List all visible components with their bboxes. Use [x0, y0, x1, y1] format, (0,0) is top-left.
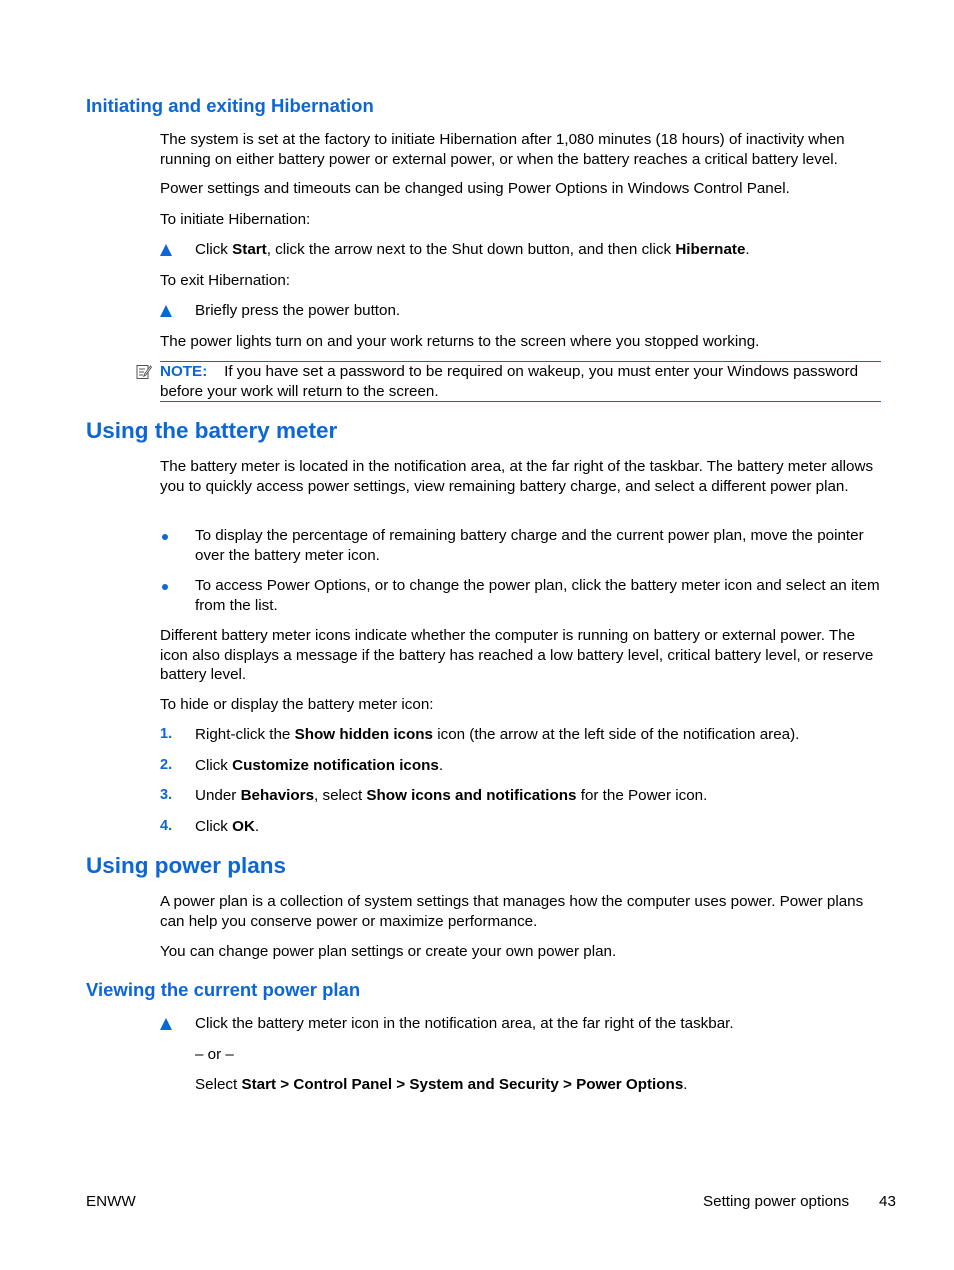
section-heading-power-plans: Using power plans — [86, 853, 287, 878]
paragraph: A power plan is a collection of system settings that manages how the computer uses power. Power plans can help you conserve power or maximize performance. — [160, 893, 864, 930]
step-number: 4. — [160, 818, 173, 834]
paragraph: To initiate Hibernation: — [160, 211, 311, 228]
section-heading-hibernation: Initiating and exiting Hibernation — [86, 95, 374, 116]
paragraph: To hide or display the battery meter icon: — [160, 696, 434, 713]
step-alternative: Select Start > Control Panel > System and Security > Power Options. — [195, 1076, 688, 1093]
step-number: 2. — [160, 757, 173, 773]
step-item — [160, 1014, 884, 1034]
section-heading-current-power-plan: Viewing the current power plan — [86, 979, 361, 1000]
triangle-bullet-icon — [160, 301, 190, 323]
bullet-text: To access Power Options, or to change the power plan, click the battery meter icon and select an item from the list. — [195, 577, 880, 614]
page-number: 43 — [879, 1193, 896, 1210]
numbered-step — [160, 817, 884, 837]
triangle-bullet-icon — [160, 240, 190, 262]
note-pencil-icon — [136, 364, 152, 380]
footer-left: ENWW — [86, 1193, 136, 1210]
step-text: Right-click the Show hidden icons icon (the arrow at the left side of the notification area). — [195, 726, 800, 743]
paragraph: Different battery meter icons indicate whether the computer is running on battery or external power. The icon also displays a message if the battery has reached a low battery level, critical battery level, or reserve battery level. — [160, 627, 874, 683]
paragraph: The system is set at the factory to initiate Hibernation after 1,080 minutes (18 hours) of inactivity when running on either battery power or external power, or when the battery reaches a critical battery level. — [160, 131, 845, 168]
step-number: 3. — [160, 787, 173, 803]
triangle-bullet-icon — [160, 1014, 190, 1036]
bullet-dot-icon — [160, 526, 190, 546]
step-item — [160, 240, 884, 260]
step-item — [160, 301, 884, 321]
paragraph: The battery meter is located in the notification area, at the far right of the taskbar. The battery meter allows you to quickly access power settings, view remaining battery charge, and select a different power plan. — [160, 458, 874, 495]
paragraph: To exit Hibernation: — [160, 272, 291, 289]
step-text: Click OK. — [195, 818, 260, 835]
paragraph: Power settings and timeouts can be changed using Power Options in Windows Control Panel. — [160, 180, 790, 197]
step-text: Click the battery meter icon in the notification area, at the far right of the taskbar. — [195, 1015, 734, 1032]
or-separator: – or – — [195, 1046, 234, 1063]
step-number: 1. — [160, 726, 173, 742]
step-text: Click Start, click the arrow next to the Shut down button, and then click Hibernate. — [195, 241, 750, 258]
note-text — [160, 362, 884, 401]
paragraph: You can change power plan settings or create your own power plan. — [160, 943, 617, 960]
note-label: NOTE: — [160, 363, 208, 380]
paragraph: The power lights turn on and your work returns to the screen where you stopped working. — [160, 333, 760, 350]
numbered-step — [160, 756, 884, 776]
numbered-step — [160, 725, 884, 745]
bullet-item — [160, 576, 884, 615]
bullet-dot-icon — [160, 576, 190, 596]
bullet-text: To display the percentage of remaining battery charge and the current power plan, move the pointer over the battery meter icon. — [195, 527, 864, 564]
numbered-step — [160, 786, 884, 806]
note-body: If you have set a password to be required on wakeup, you must enter your Windows password before your work will return to the screen. — [160, 363, 859, 400]
step-text: Briefly press the power button. — [195, 302, 401, 319]
bullet-item — [160, 526, 884, 565]
step-text: Under Behaviors, select Show icons and notifications for the Power icon. — [195, 787, 708, 804]
section-heading-battery-meter: Using the battery meter — [86, 418, 338, 443]
footer-section-title: Setting power options — [703, 1193, 850, 1210]
step-text: Click Customize notification icons. — [195, 757, 444, 774]
